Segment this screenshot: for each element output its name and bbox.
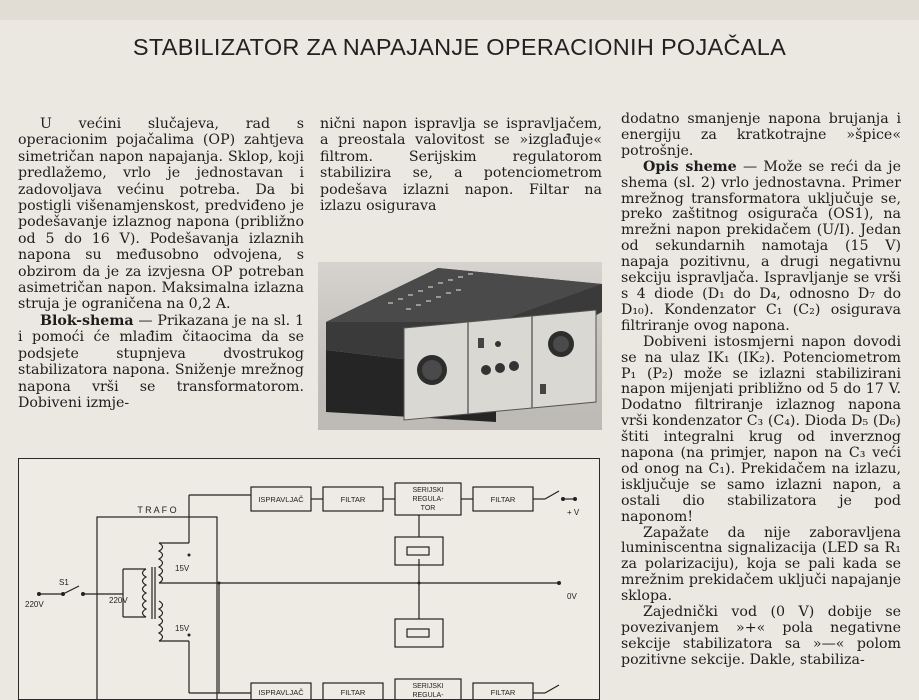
secondary-bottom-voltage: 15V [175,624,190,633]
regulator-block-bottom-line1: SERIJSKI [412,683,444,690]
filter-paragraph: dodatno smanjenje napona brujanja i energiju za kratkotrajne »špice« potrošnje. [621,111,901,159]
filter-block-top: FILTAR [340,495,366,504]
mains-voltage: 220V [25,600,44,609]
trafo-label: T R A F O [137,505,177,515]
scheme-description-heading: Opis sheme [643,158,737,175]
previous-page-strip [0,0,919,20]
text-column-3 [621,112,901,669]
regulator-block-bottom-line2: REGULA- [412,692,444,699]
mains-switch-label: S1 [59,578,69,587]
filter-block-bottom: FILTAR [340,688,366,697]
article-title: STABILIZATOR ZA NAPAJANJE OPERACIONIH POJAČALA [132,34,787,60]
dc-voltage-paragraph: Dobiveni istosmjerni napon dovodi se na ulaz IK₁ (IK₂). Potenciometrom P₁ (P₂) može se izlazni stabilizirani napon mijenjati približno od 5 do 17 V. Dodatno filtriranje izlaznog napona vrši kondenzator C₃ (C₄). Dioda D₅ (D₆) štiti integralni krug od inverznog napona (na primjer, napon na C₃ veći od onog na C₁). Prekidačem na izlazu, isključuje se samo izlazni napon, a ostali dio stabilizatora je pod naponom! [621,333,901,525]
scheme-description-text: — Može se reći da je shema (sl. 2) vrlo jednostavna. Primer mrežnog transformatora uključuje se, preko zaštitnog osigurača (OS1), na mrežni napon prekidačem (U/I). Jedan od sekundarnih namotaja (15 V) napaja pozitivnu, a drugi negativnu sekciju ispravljača. Ispravljanje se vrši s 4 diode (D₁ do D₄, odnosno D₇ do D₁₀). Kondenzator C₁ (C₂) osigurava filtriranje ovog napona. [621,158,901,334]
output-filter-block-top: FILTAR [490,495,516,504]
rectifier-block-top: ISPRAVLJAČ [258,495,304,504]
block-diagram [18,458,600,700]
primary-voltage: 220V [109,596,128,605]
intro-paragraph: U većini slučajeva, rad s operacionim pojačalima (OP) zahtjeva simetričan napon napajanja. Sklop, koji predlažemo, vrlo je jednostavan i zadovoljava većinu potreba. Da bi postigli višenamjenskost, predviđeno je podešavanje izlaznog napona (približno od 5 do 16 V). Podešavanja izlaznih napona su međusobno odvojena, s obzirom da je za izvjesna OP potreban asimetričan napon. Maksimalna izlazna struja je ograničena na 0,2 A. [18,116,304,313]
rectifier-paragraph: nični napon ispravlja se ispravljačem, a preostala valovitost se »izglađuje« filtrom. Serijskim regulatorom stabilizira se, a potenciometrom podešava izlazni napon. Filtar na izlazu osigurava [320,116,602,215]
block-scheme-heading: Blok-shema [40,312,134,329]
zero-volt-label: 0V [567,592,577,601]
regulator-block-top-line1: SERIJSKI [412,487,444,494]
regulator-block-top-line2: REGULA- [412,496,444,503]
output-filter-block-bottom: FILTAR [490,688,516,697]
text-column-2 [320,116,602,214]
common-line-paragraph: Zajednički vod (0 V) dobije se povezivanjem »+« pola negativne sekcije stabilizatora sa »—« polom pozitivne sekcije. Dakle, stabiliza- [621,604,901,668]
regulator-block-top-line3: TOR [420,505,436,512]
text-column-1 [18,116,304,411]
device-photo [318,262,602,430]
block-scheme-text: — Prikazana je na sl. 1 i pomoći će mlađim čitaocima da se podsjete stupnjeva dvostrukog stabilizatora napona. Sniženje mrežnog napona vrši se transformatorom. Dobiveni izmje- [18,312,304,411]
block-scheme-paragraph [18,313,304,411]
rectifier-block-bottom: ISPRAVLJAČ [258,688,304,697]
secondary-top-voltage: 15V [175,564,190,573]
positive-output-label: + V [567,508,580,517]
scheme-description-paragraph [621,160,901,335]
led-paragraph: Zapažate da nije zaboravljena luminiscentna signalizacija (LED sa R₁ za polarizaciju), koja se pali kada se mrežnim prekidačem uključi napajanje sklopa. [621,524,901,605]
